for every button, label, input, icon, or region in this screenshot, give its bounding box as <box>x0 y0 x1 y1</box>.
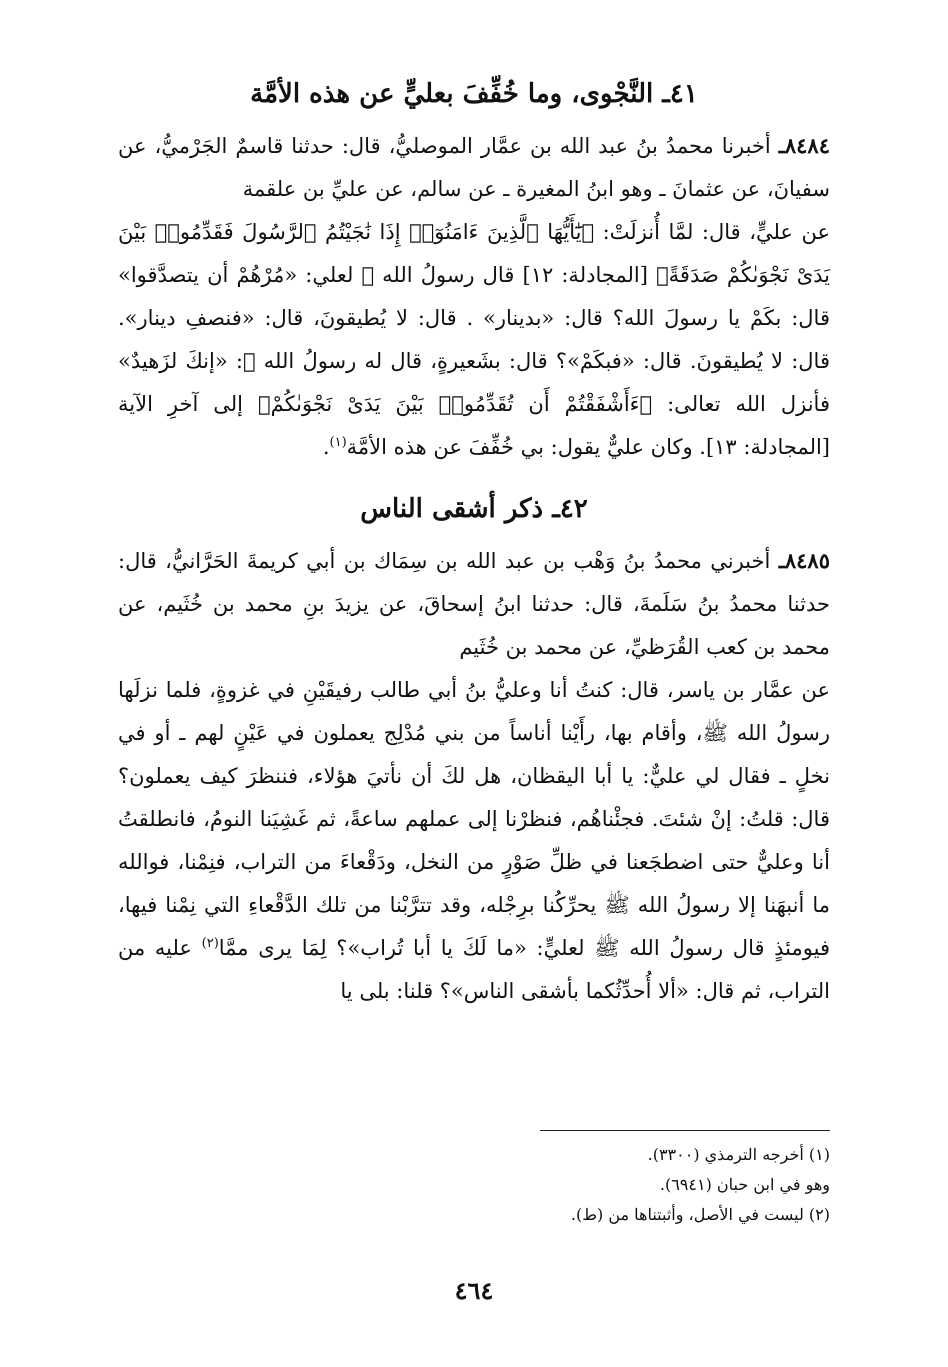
footnote-ref-1[interactable]: (١) <box>329 435 347 450</box>
footnote-ref-2[interactable]: (٢) <box>201 936 219 951</box>
matn-end: . <box>322 435 330 459</box>
matn-continuation: عليه من التراب، ثم قال: «ألا أُحدِّثُكما بأشقى الناس»؟ قلنا: بلى يا <box>118 936 830 1003</box>
footnote-1-extra: وهو في ابن حبان (٦٩٤١). <box>659 1175 830 1194</box>
isnad-text: أخبرني محمدُ بنُ وَهْب بن عبد الله بن سِمَاك بن أبي كريمةَ الحَرَّانيُّ، قال: حدثنا محمدُ بنُ سَلَمةَ، قال: حدثنا ابنُ إسحاقَ، عن يزيدَ بنِ محمد بن خُثَيم، عن محمد بن كعب القُرَظيِّ، عن محمد بن خُثَيم <box>118 549 830 659</box>
hadith-8485-isnad <box>118 539 830 669</box>
hadith-number: ٨٤٨٥ـ <box>778 548 830 573</box>
chapter-41-title: ٤١ـ النَّجْوى، وما خُفِّفَ بعليٍّ عن هذه الأمَّة <box>250 79 698 109</box>
footnotes <box>118 1140 830 1230</box>
page-number: ٤٦٤ <box>454 1276 494 1305</box>
chapter-42-title: ٤٢ـ ذكر أشقى الناس <box>360 494 588 524</box>
hadith-number: ٨٤٨٤ـ <box>778 133 830 158</box>
book-page <box>118 72 830 1312</box>
footnote-1: (١) أخرجه الترمذي (٣٣٠٠). <box>647 1145 830 1164</box>
hadith-8484-isnad <box>118 124 830 211</box>
matn-text: عن عليٍّ، قال: لمَّا أُنزلَتْ: ﴿يَٰٓأَيُّهَا ٱلَّذِينَ ءَامَنُوٓا۟ إِذَا نَٰجَيْتُمُ ٱلرَّسُولَ فَقَدِّمُوا۟ بَيْنَ يَدَىْ نَجْوَىٰكُمْ صَدَقَةً﴾ [المجادلة: ١٢] قال رسولُ الله ﷺ لعلي: «مُرْهُمْ أن يتصدَّقوا» قال: بكَمْ يا رسولَ الله؟ قال: «بدينار» . قال: لا يُطيقونَ، قال: «فنصفِ دينار». قال: لا يُطيقونَ. قال: «فبكَمْ»؟ قال: بشَعيرةٍ، قال له رسولُ الله ﷺ: «إنكَ لزَهيدٌ» فأنزل الله تعالى: ﴿ءَأَشْفَقْتُمْ أَن تُقَدِّمُوا۟ بَيْنَ يَدَىْ نَجْوَىٰكُمْ﴾ إلى آخرِ الآية [المجادلة: ١٣]. وكان عليٌّ يقول: بي خُفِّفَ عن هذه الأمَّة <box>118 220 831 459</box>
hadith-8484-matn <box>118 211 830 469</box>
footnote-divider <box>540 1130 830 1131</box>
footnote-2: (٢) ليست في الأصل، وأثبتناها من (ط). <box>570 1205 830 1224</box>
matn-text: عن عمَّار بن ياسر، قال: كنتُ أنا وعليُّ بنُ أبي طالب رفيقَيْنِ في غزوةٍ، فلما نزلَها رسولُ الله ﷺ، وأقام بها، رأَيْنا أناساً من بني مُدْلِج يعملون في عَيْنٍ لهم ـ أو في نخلٍ ـ فقال لي عليٌّ: يا أبا اليقظان، هل لكَ أن نأتيَ هؤلاء، فننظرَ كيف يعملون؟ قال: قلتُ: إنْ شئتَ. فجئْناهُم، فنظرْنا إلى عملهم ساعةً، ثم غَشِيَنا النومُ، فانطلقتُ أنا وعليٌّ حتى اضطجَعنا في ظلِّ صَوْرٍ من النخل، ودَقْعاءَ من التراب، فنِمْنا، فوالله ما أنبهَنا إلا رسولُ الله ﷺ يحرِّكُنا برِجْله، وقد تترَّبْنا من تلك الدَّقْعاءِ التي نِمْنا فيها، فيومئذٍ قال رسولُ الله ﷺ لعليٍّ: «ما لَكَ يا أبا تُراب»؟ لِمَا يرى ممَّا <box>118 678 830 960</box>
isnad-text: أخبرنا محمدُ بنُ عبد الله بن عمَّار الموصليُّ، قال: حدثنا قاسمٌ الجَرْميُّ، عن سفيانَ، عن عثمانَ ـ وهو ابنُ المغيرة ـ عن سالم، عن عليِّ بن علقمة <box>118 134 830 201</box>
hadith-8485-matn <box>118 669 830 1013</box>
